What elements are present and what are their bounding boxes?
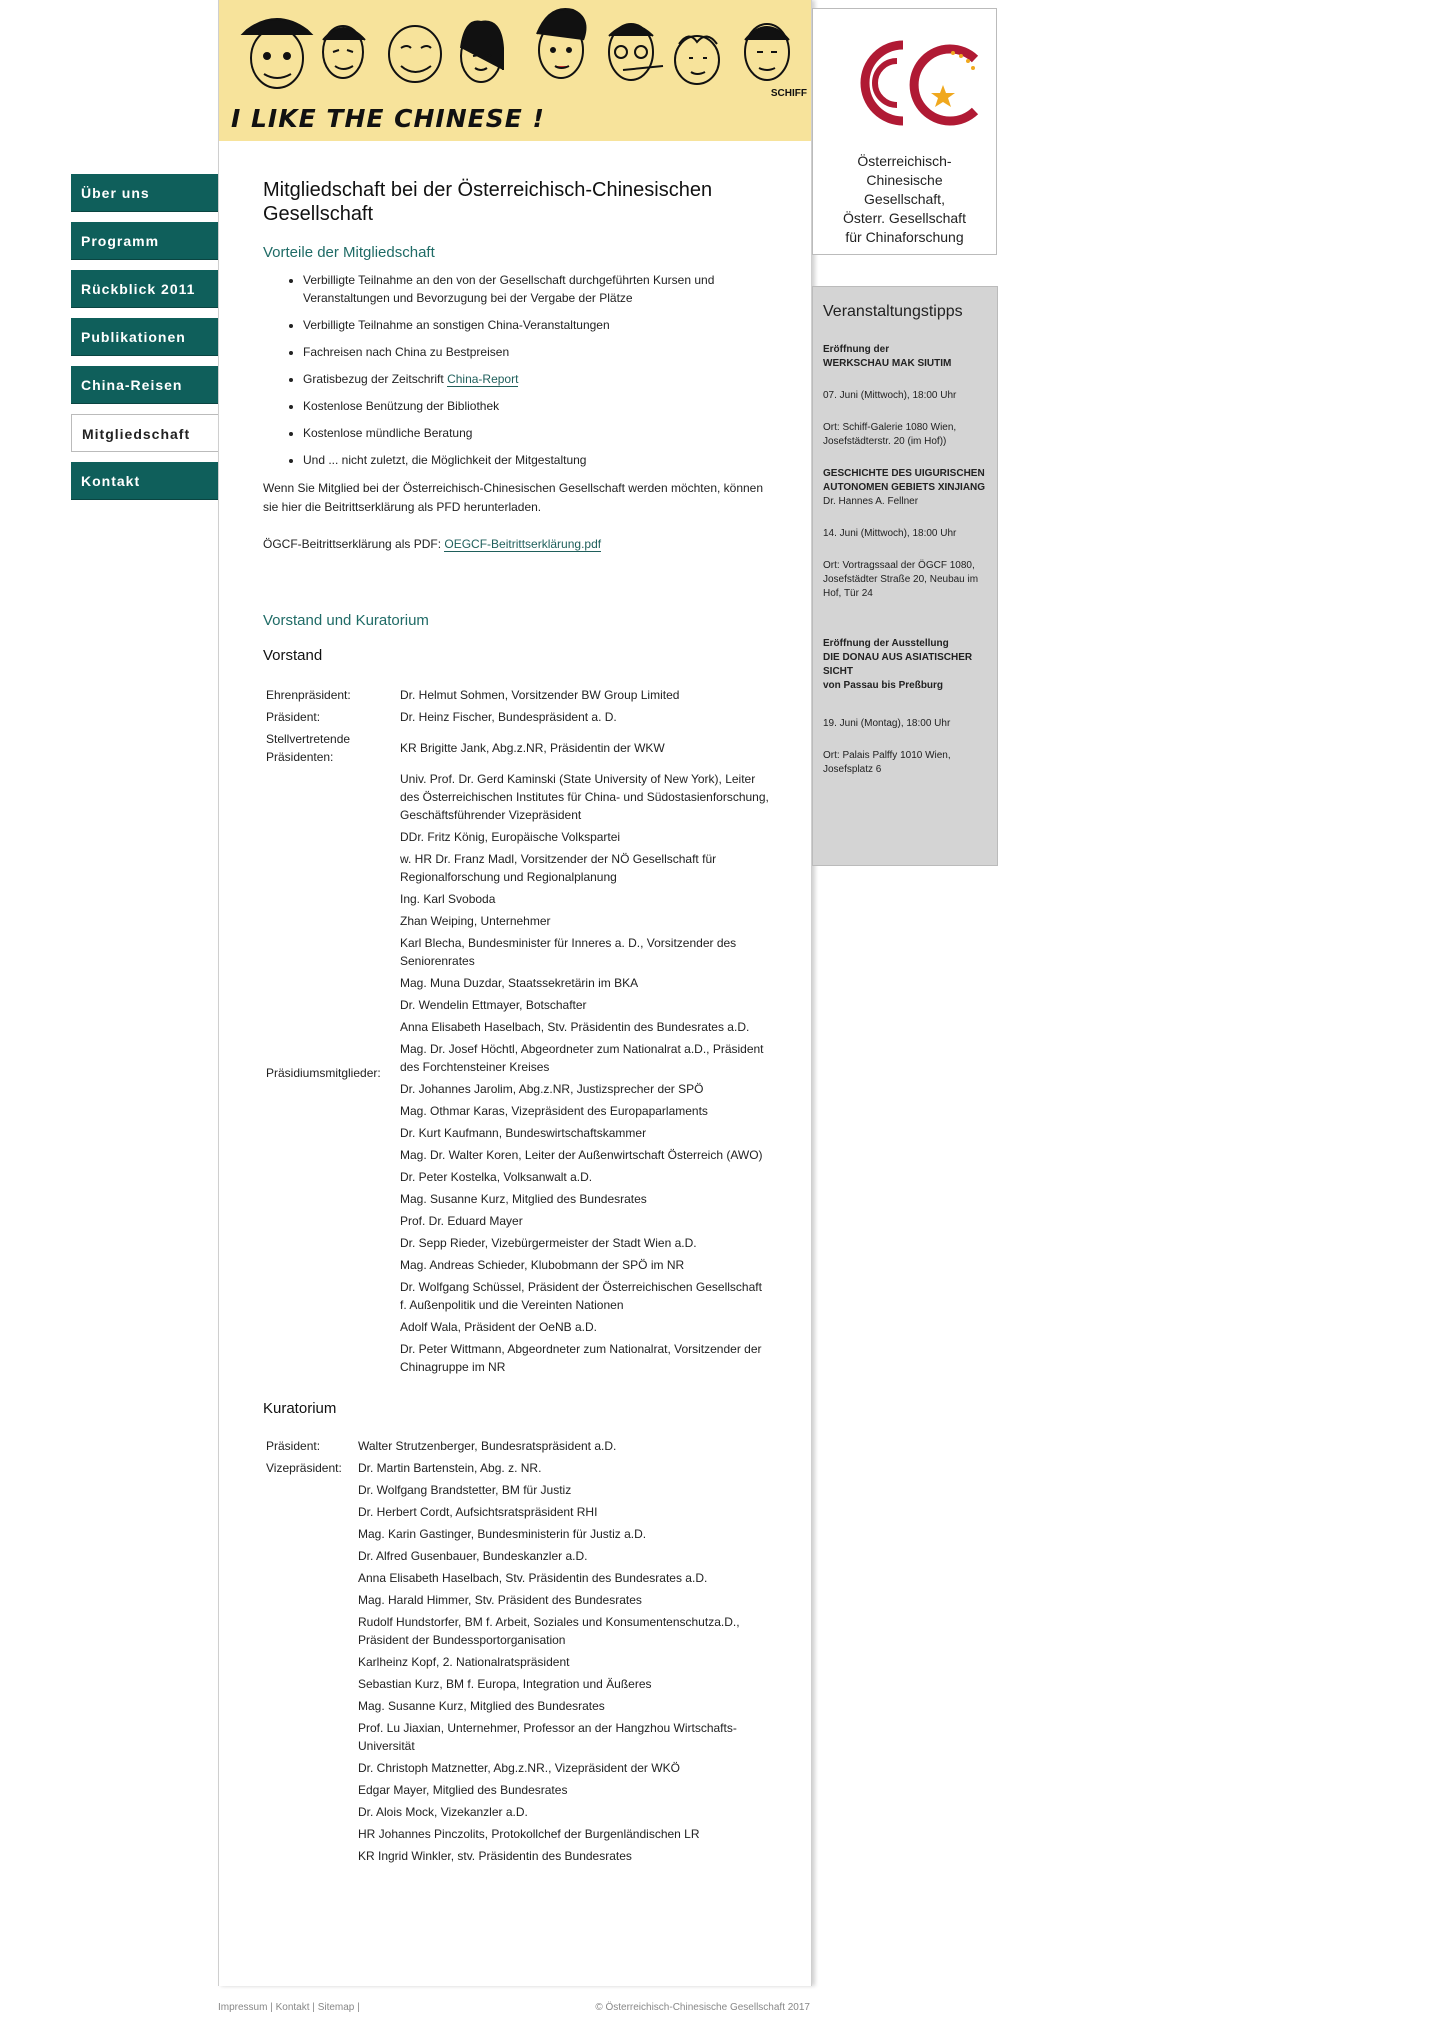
list-item: • Fachreisen nach China zu Bestpreisen [303,343,773,361]
member-name: Dr. Peter Wittmann, Abgeordneter zum Nationalrat, Vorsitzender der Chinagruppe im NR [400,1342,762,1374]
nav-item-ueber-uns[interactable]: Über uns [71,174,218,212]
member-name: Mag. Muna Duzdar, Staatssekretärin im BKA [400,976,639,990]
table-row [263,1457,773,1867]
member-name: Mag. Othmar Karas, Vizepräsident des Europaparlaments [400,1104,708,1118]
member-name: Dr. Peter Kostelka, Volksanwalt a.D. [400,1170,593,1184]
member-name: Adolf Wala, Präsident der OeNB a.D. [400,1320,597,1334]
member-name: Dr. Wolfgang Schüssel, Präsident der Österreichischen Gesellschaft f. Außenpolitik und die Vereinten Nationen [400,1280,762,1312]
header-banner [219,0,811,141]
vorstand-table [263,684,773,1378]
main-content [263,178,773,1867]
event-tips-title: Veranstaltungstipps [823,303,963,320]
member-name: HR Johannes Pinczolits, Protokollchef der Burgenländischen LR [358,1827,700,1841]
logo-box [812,8,997,255]
china-report-link[interactable]: China-Report [447,372,519,386]
banner-slogan: I LIKE THE CHINESE ! [231,104,545,133]
gratis-text: Gratisbezug der Zeitschrift [303,372,448,386]
event-3-date: 19. Juni (Montag), 18:00 Uhr [823,718,951,729]
role-label: Vizepräsident: [266,1461,342,1475]
member-name: Dr. Wolfgang Brandstetter, BM für Justiz [358,1483,572,1497]
page-title: Mitgliedschaft bei der Österreichisch-Chinesischen Gesellschaft [263,179,713,225]
member-name: Anna Elisabeth Haselbach, Stv. Präsidentin des Bundesrates a.D. [400,1020,750,1034]
benefits-list [263,271,773,469]
society-name-line: Gesellschaft, [864,191,945,207]
member-name: Anna Elisabeth Haselbach, Stv. Präsidentin des Bundesrates a.D. [358,1571,708,1585]
member-list [355,1457,773,1867]
table-row [263,684,773,706]
society-name-line: Chinesische [866,172,943,188]
role-label: Präsidiumsmitglieder: [266,1066,381,1080]
society-name [813,152,996,247]
member-name: KR Ingrid Winkler, stv. Präsidentin des Bundesrates [358,1849,632,1863]
event-2-date: 14. Juni (Mittwoch), 18:00 Uhr [823,528,957,539]
table-row [263,1435,773,1457]
member-name: Mag. Andreas Schieder, Klubobmann der SPÖ im NR [400,1258,685,1272]
member-name: Dr. Alois Mock, Vizekanzler a.D. [358,1805,528,1819]
list-item: • Verbilligte Teilnahme an den von der Gesellschaft durchgeführten Kursen und Veranstaltungen und Bevorzugung bei der Vergabe der Plätze [303,271,773,307]
event-1-date: 07. Juni (Mittwoch), 18:00 Uhr [823,390,957,401]
pdf-line [263,535,773,554]
event-2-title [823,467,989,495]
banner-signature: SCHIFF [770,88,807,99]
intro-text: Wenn Sie Mitglied bei der Österreichisch-Chinesischen Gesellschaft werden möchten, können sie hier die Beitrittserklärung als PFD herunterladen. [263,481,764,514]
member-name: Dr. Helmut Sohmen, Vorsitzender BW Group Limited [400,688,680,702]
role-label: Präsident: [266,710,321,724]
table-row [263,728,773,768]
kuratorium-heading: Kuratorium [263,1400,337,1417]
member-name: Karlheinz Kopf, 2. Nationalratspräsident [358,1655,570,1669]
member-name: DDr. Fritz König, Europäische Volkspartei [400,830,621,844]
event-title-line: DIE DONAU AUS ASIATISCHER SICHT [823,652,973,677]
event-3-title [823,637,989,693]
member-name: Mag. Harald Himmer, Stv. Präsident des Bundesrates [358,1593,642,1607]
pdf-download-link[interactable]: OEGCF-Beitrittserklärung.pdf [444,537,602,551]
role-label: Präsident: [266,1439,321,1453]
footer-kontakt-link[interactable]: Kontakt [275,2002,310,2013]
event-title-line: WERKSCHAU MAK SIUTIM [823,358,952,369]
table-row [263,768,773,1378]
vorstand-heading: Vorstand [263,647,323,664]
member-name: Dr. Christoph Matznetter, Abg.z.NR., Vizepräsident der WKÖ [358,1761,680,1775]
nav-item-programm[interactable]: Programm [71,222,218,260]
society-name-line: für Chinaforschung [845,229,964,245]
event-title-line: GESCHICHTE DES UIGURISCHEN AUTONOMEN GEBIETS XINJIANG [823,468,986,493]
event-3-place: Ort: Palais Palffy 1010 Wien, Josefsplatz 6 [823,750,951,775]
nav-item-publikationen[interactable]: Publikationen [71,318,218,356]
nav-item-china-reisen[interactable]: China-Reisen [71,366,218,404]
member-name: Dr. Herbert Cordt, Aufsichtsratspräsident RHI [358,1505,598,1519]
list-item: • Und ... nicht zuletzt, die Möglichkeit der Mitgestaltung [303,451,773,469]
list-item [303,370,773,388]
member-name: Mag. Susanne Kurz, Mitglied des Bundesrates [400,1192,647,1206]
member-name: Karl Blecha, Bundesminister für Inneres a. D., Vorsitzender des Seniorenrates [400,936,737,968]
member-name: Sebastian Kurz, BM f. Europa, Integration und Äußeres [358,1677,652,1691]
member-name: KR Brigitte Jank, Abg.z.NR, Präsidentin der WKW [400,741,665,755]
list-item: • Kostenlose mündliche Beratung [303,424,773,442]
kuratorium-table [263,1435,773,1867]
list-item: • Verbilligte Teilnahme an sonstigen China-Veranstaltungen [303,316,773,334]
member-name: Univ. Prof. Dr. Gerd Kaminski (State University of New York), Leiter des Österreichischen Institutes für China- und Südostasienforschung, Geschäftsführender Vizepräsident [400,772,769,822]
event-1-place: Ort: Schiff-Galerie 1080 Wien, Josefstädterstr. 20 (im Hof)) [823,422,957,447]
main-nav [71,174,218,510]
benefits-heading: Vorteile der Mitgliedschaft [263,244,435,261]
nav-item-kontakt[interactable]: Kontakt [71,462,218,500]
nav-item-rueckblick[interactable]: Rückblick 2011 [71,270,218,308]
member-name: Dr. Alfred Gusenbauer, Bundeskanzler a.D. [358,1549,588,1563]
table-row [263,706,773,728]
member-name: w. HR Dr. Franz Madl, Vorsitzender der NÖ Gesellschaft für Regionalforschung und Regionalplanung [400,852,717,884]
event-title-line: von Passau bis Preßburg [823,680,944,691]
footer-sitemap-link[interactable]: Sitemap [317,2002,355,2013]
member-name: Mag. Susanne Kurz, Mitglied des Bundesrates [358,1699,605,1713]
member-name: Edgar Mayer, Mitglied des Bundesrates [358,1783,568,1797]
member-name: Prof. Dr. Eduard Mayer [400,1214,523,1228]
event-1-title [823,343,989,371]
member-name: Dr. Sepp Rieder, Vizebürgermeister der Stadt Wien a.D. [400,1236,697,1250]
member-list [397,768,773,1378]
event-title-line: Eröffnung der [823,344,890,355]
event-title-line: Eröffnung der Ausstellung [823,638,949,649]
member-name: Dr. Wendelin Ettmayer, Botschafter [400,998,587,1012]
main-column [218,0,812,1986]
nav-item-mitgliedschaft[interactable]: Mitgliedschaft [71,414,218,452]
member-name: Rudolf Hundstorfer, BM f. Arbeit, Soziales und Konsumentenschutza.D., Präsident der Bundessportorganisation [358,1615,740,1647]
member-name: Ing. Karl Svoboda [400,892,496,906]
member-name: Dr. Johannes Jarolim, Abg.z.NR, Justizsprecher der SPÖ [400,1082,704,1096]
member-name: Dr. Kurt Kaufmann, Bundeswirtschaftskammer [400,1126,647,1140]
member-name: Prof. Lu Jiaxian, Unternehmer, Professor an der Hangzhou Wirtschafts-Universität [358,1721,737,1753]
society-name-line: Österr. Gesellschaft [843,210,966,226]
footer: Impressum | Kontakt | Sitemap | © Österreichisch-Chinesische Gesellschaft 2017 [218,2002,810,2013]
copyright-text: © Österreichisch-Chinesische Gesellschaft 2017 [595,2002,810,2013]
member-name: Dr. Martin Bartenstein, Abg. z. NR. [358,1461,542,1475]
member-name: Zhan Weiping, Unternehmer [400,914,551,928]
society-name-line: Österreichisch- [857,153,952,169]
member-name: Walter Strutzenberger, Bundesratspräsident a.D. [358,1439,617,1453]
footer-impressum-link[interactable]: Impressum [218,2002,268,2013]
pdf-label: ÖGCF-Beitrittserklärung als PDF: [263,537,445,551]
list-item: • Kostenlose Benützung der Bibliothek [303,397,773,415]
event-tips-panel [812,286,998,866]
event-2-speaker: Dr. Hannes A. Fellner [823,496,919,507]
member-name: Mag. Dr. Josef Höchtl, Abgeordneter zum Nationalrat a.D., Präsident des Forchtensteiner Kreises [400,1042,764,1074]
society-logo-icon [825,23,985,143]
member-name: Mag. Karin Gastinger, Bundesministerin für Justiz a.D. [358,1527,647,1541]
member-name: Dr. Heinz Fischer, Bundespräsident a. D. [400,710,617,724]
member-name: Mag. Dr. Walter Koren, Leiter der Außenwirtschaft Österreich (AWO) [400,1148,763,1162]
event-2-place: Ort: Vortragssaal der ÖGCF 1080, Josefstädter Straße 20, Neubau im Hof, Tür 24 [823,560,979,599]
role-label: Stellvertretende Präsidenten: [266,732,351,764]
board-heading: Vorstand und Kuratorium [263,612,429,629]
role-label: Ehrenpräsident: [266,688,351,702]
